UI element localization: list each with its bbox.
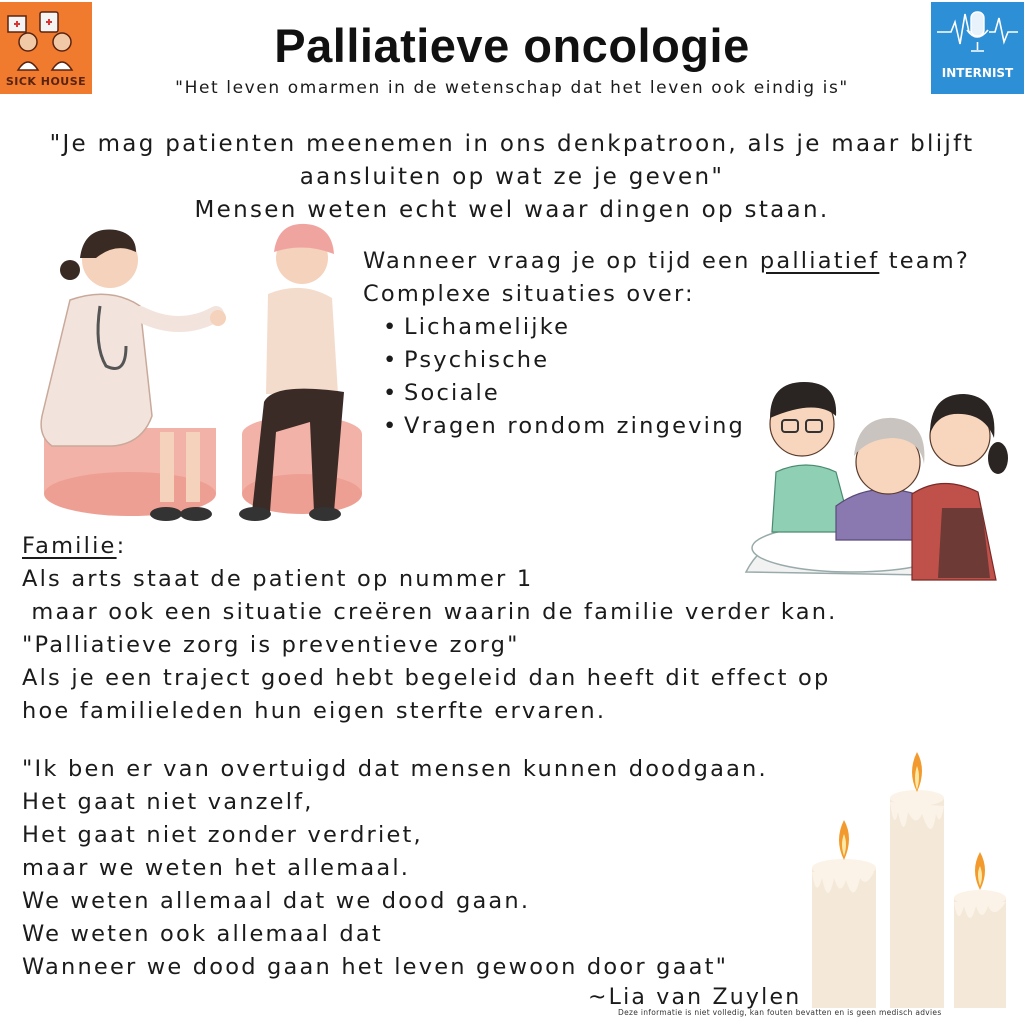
family-line: maar ook een situatie creëren waarin de familie verder kan. <box>22 599 838 625</box>
closing-quote-line: "Ik ben er van overtuigd dat mensen kunnen doodgaan. <box>22 756 768 782</box>
family-heading-colon: : <box>116 533 127 559</box>
family-line: "Palliatieve zorg is preventieve zorg" <box>22 632 520 658</box>
family-line: Als je een traject goed hebt begeleid dan heeft dit effect op <box>22 665 831 691</box>
family-heading <box>22 530 838 563</box>
intro-quote-line: aansluiten op wat ze je geven" <box>299 164 725 190</box>
team-question <box>363 245 970 278</box>
closing-quote-line: Wanneer we dood gaan het leven gewoon door gaat" <box>22 954 729 980</box>
intro-quote-line: "Je mag patienten meenemen in ons denkpatroon, als je maar blijft <box>49 131 975 157</box>
closing-quote-line: Het gaat niet vanzelf, <box>22 789 314 815</box>
list-item: • Psychische <box>383 344 745 377</box>
internist-label: INTERNIST <box>941 66 1014 80</box>
page-subtitle: "Het leven omarmen in de wetenschap dat het leven ook eindig is" <box>175 78 849 98</box>
family-line: Als arts staat de patient op nummer 1 <box>22 566 534 592</box>
page-title: Palliatieve oncologie <box>274 19 750 72</box>
team-intro: Complexe situaties over: <box>363 281 695 307</box>
closing-quote-line: Het gaat niet zonder verdriet, <box>22 822 423 848</box>
team-question-suffix: team? <box>879 248 971 274</box>
list-item: • Lichamelijke <box>383 311 745 344</box>
family-line: hoe familieleden hun eigen sterfte ervaren. <box>22 698 607 724</box>
intro-quote <box>0 128 1024 227</box>
doctor-patient-illustration <box>40 222 365 532</box>
list-item: • Vragen rondom zingeving <box>383 410 745 443</box>
intro-quote-line: Mensen weten echt wel waar dingen op staan. <box>194 197 830 223</box>
family-section <box>22 530 838 728</box>
disclaimer: Deze informatie is niet volledig, kan fouten bevatten en is geen medisch advies <box>618 1008 942 1017</box>
closing-quote-line: We weten ook allemaal dat <box>22 921 383 947</box>
closing-quote-line: maar we weten het allemaal. <box>22 855 411 881</box>
closing-quote-line: We weten allemaal dat we dood gaan. <box>22 888 531 914</box>
family-heading-text: Familie <box>22 533 117 559</box>
team-question-prefix: Wanneer vraag je op tijd een <box>363 248 760 274</box>
closing-quote <box>22 753 768 984</box>
quote-author: ~Lia van Zuylen <box>588 985 802 1010</box>
sick-house-label: SICK HOUSE <box>5 75 87 88</box>
list-item: • Sociale <box>383 377 745 410</box>
candles-illustration <box>806 740 1012 1010</box>
team-question-underlined: palliatief <box>759 248 880 274</box>
palliative-team-section <box>363 245 970 311</box>
situations-list <box>383 311 745 443</box>
